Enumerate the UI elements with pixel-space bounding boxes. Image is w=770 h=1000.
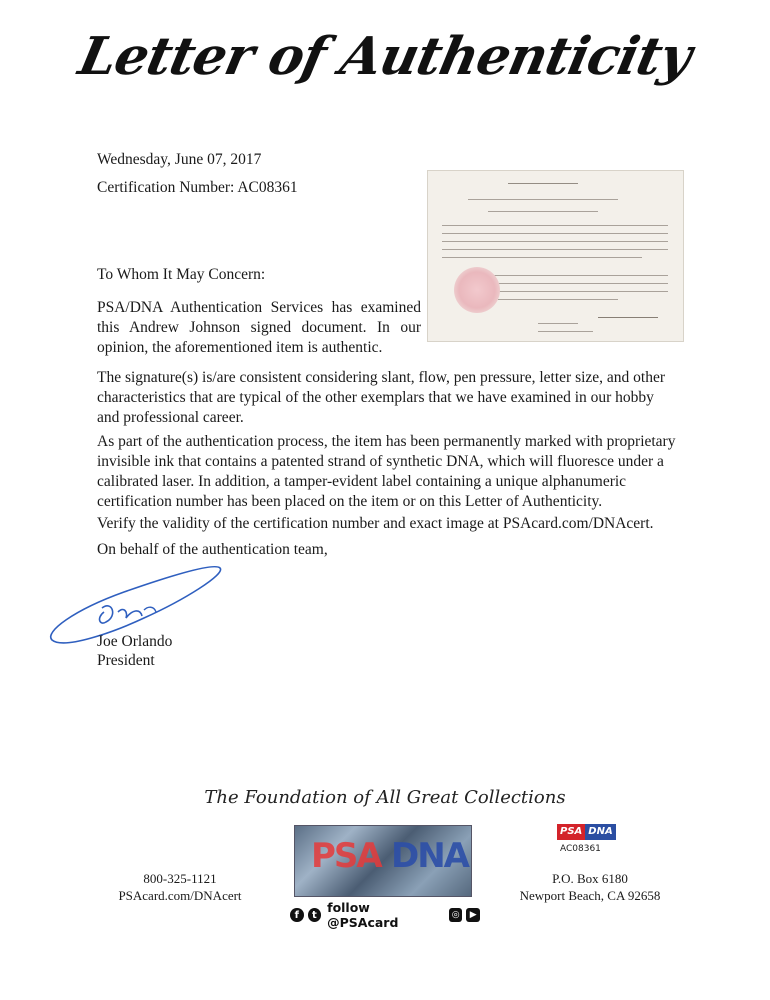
- contact-left: [110, 870, 250, 904]
- document-seal: [454, 267, 500, 313]
- body-paragraph: As part of the authentication process, the item has been permanently marked with proprietary invisible ink that contains a patented strand of synthetic DNA, which will fluoresce under a calibrated laser. In addition, a tamper-evident label containing a unique alphanumeric certification number has been placed on the item or on this Letter of Authenticity.: [97, 433, 676, 510]
- document-ink-line: [442, 225, 668, 226]
- closing-line: On behalf of the authentication team,: [97, 541, 328, 558]
- document-ink-line: [498, 299, 618, 300]
- document-ink-line: [442, 241, 668, 242]
- signer-role: President: [97, 652, 155, 669]
- twitter-icon[interactable]: t: [308, 908, 322, 922]
- follow-handle[interactable]: follow @PSAcard: [327, 900, 399, 930]
- instagram-icon[interactable]: ◎: [449, 908, 463, 922]
- hologram-dna-text: DNA: [391, 836, 468, 876]
- psa-dna-label-logo: [557, 824, 617, 840]
- label-psa-text: PSA: [557, 824, 585, 840]
- letter-date: Wednesday, June 07, 2017: [97, 151, 262, 168]
- verification-paragraph: Verify the validity of the certification number and exact image at PSAcard.com/DNAcert.: [97, 515, 654, 532]
- page-title: Letter of Authenticity: [73, 26, 697, 87]
- phone-number: 800-325-1121: [143, 871, 217, 886]
- psa-dna-hologram: [294, 825, 472, 897]
- document-ink-line: [468, 199, 618, 200]
- salutation: To Whom It May Concern:: [97, 266, 266, 283]
- label-dna-text: DNA: [585, 824, 615, 840]
- document-ink-line: [442, 257, 642, 258]
- document-ink-line: [538, 323, 578, 324]
- label-certification-number: AC08361: [560, 844, 601, 854]
- social-follow: [290, 900, 480, 930]
- document-ink-line: [508, 183, 578, 184]
- signer-name: Joe Orlando: [97, 633, 173, 650]
- authenticated-document-image: [427, 170, 684, 342]
- document-ink-line: [498, 291, 668, 292]
- certification-number: Certification Number: AC08361: [97, 179, 298, 196]
- intro-paragraph: PSA/DNA Authentication Services has examined this Andrew Johnson signed document. In our opinion, the aforementioned item is authentic.: [97, 299, 421, 356]
- hologram-psa-text: PSA: [311, 836, 381, 876]
- document-ink-line: [598, 317, 658, 318]
- document-ink-line: [442, 233, 668, 234]
- document-ink-line: [498, 283, 668, 284]
- document-ink-line: [468, 275, 668, 276]
- document-ink-line: [442, 249, 668, 250]
- document-ink-line: [488, 211, 598, 212]
- city-address: Newport Beach, CA 92658: [519, 888, 661, 903]
- facebook-icon[interactable]: f: [290, 908, 304, 922]
- document-ink-line: [538, 331, 593, 332]
- youtube-icon[interactable]: ▶: [466, 908, 480, 922]
- po-box: P.O. Box 6180: [552, 871, 628, 886]
- tagline: The Foundation of All Great Collections: [204, 787, 566, 808]
- website-link[interactable]: PSAcard.com/DNAcert: [118, 888, 242, 903]
- body-paragraph: The signature(s) is/are consistent considering slant, flow, pen pressure, letter size, and other characteristics that are typical of the other exemplars that we have examined in our hobby and professional career.: [97, 369, 666, 426]
- contact-right: [515, 870, 665, 904]
